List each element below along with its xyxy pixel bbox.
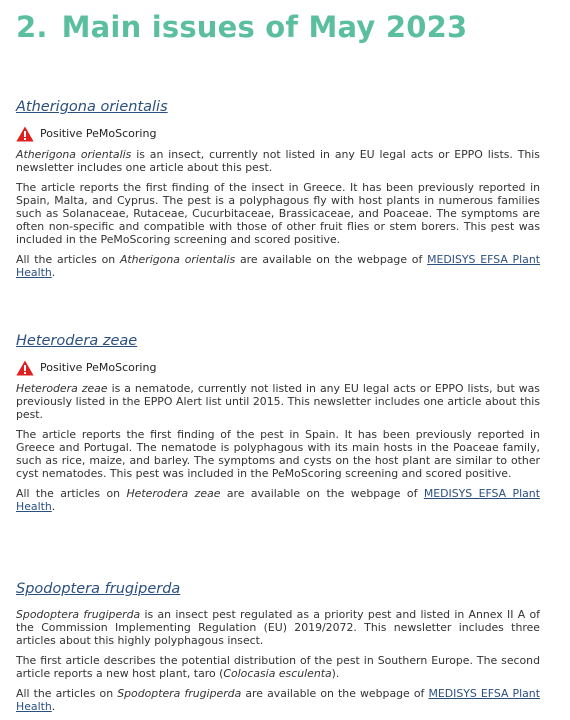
warning-triangle-icon [16,360,34,376]
pest-articles: All the articles on Heterodera zeae are available on the webpage of MEDISYS EFSA Plant Health. [16,487,540,513]
scoring-row [16,126,540,142]
species-name: Spodoptera frugiperda [117,687,242,700]
pest-section-heterodera [16,332,540,520]
medisys-link[interactable]: MEDISYS EFSA Plant Health [16,687,540,713]
medisys-link[interactable]: MEDISYS EFSA Plant Health [16,487,540,513]
species-name: Atherigona orientalis [16,148,132,161]
scoring-row [16,360,540,376]
pest-title[interactable]: Heterodera zeae [16,333,138,349]
species-name: Atherigona orientalis [119,253,236,266]
pest-details: The article reports the first finding of the pest in Spain. It has been previously reported in Greece and Portugal. The nematode is polyphagous with its main hosts in the Poaceae family, such as rice, maize, and barley. The symptoms and cysts on the host plant are similar to other cyst nematodes. This pest was included in the PeMoScoring screening and scored positive. [16,428,540,480]
species-name: Spodoptera frugiperda [16,608,141,621]
pest-intro: Heterodera zeae is a nematode, currently not listed in any EU legal acts or EPPO lists, but was previously listed in the EPPO Alert list until 2015. This newsletter includes one article about this pest. [16,382,540,421]
species-name: Heterodera zeae [16,382,108,395]
scoring-label: Positive PeMoScoring [40,127,157,140]
page-title [16,10,467,44]
section-title: Main issues of May 2023 [61,10,468,44]
species-name: Heterodera zeae [126,487,221,500]
pest-section-spodoptera [16,580,540,720]
pest-section-atherigona [16,98,540,286]
pest-title[interactable]: Atherigona orientalis [16,99,168,115]
pest-intro: Atherigona orientalis is an insect, currently not listed in any EU legal acts or EPPO lists. This newsletter includes one article about this pest. [16,148,540,174]
medisys-link[interactable]: MEDISYS EFSA Plant Health [16,253,540,279]
scoring-label: Positive PeMoScoring [40,361,157,374]
pest-details: The article reports the first finding of the insect in Greece. It has been previously reported in Spain, Malta, and Cyprus. The pest is a polyphagous fly with host plants in numerous families such as Solanaceae, Rutaceae, Cucurbitaceae, Brassicaceae, and Poaceae. The symptoms are often non-specific and compatible with those of other fruit flies or stem borers. This pest was included in the PeMoScoring screening and scored positive. [16,181,540,246]
pest-articles: All the articles on Spodoptera frugiperda are available on the webpage of MEDISYS EFSA Plant Health. [16,687,540,713]
pest-details: The first article describes the potential distribution of the pest in Southern Europe. The second article reports a new host plant, taro (Colocasia esculenta). [16,654,540,680]
pest-articles: All the articles on Atherigona orientalis are available on the webpage of MEDISYS EFSA Plant Health. [16,253,540,279]
section-number: 2. [16,10,48,44]
pest-title[interactable]: Spodoptera frugiperda [16,581,181,597]
warning-triangle-icon [16,126,34,142]
species-name: Colocasia esculenta [223,667,332,680]
pest-intro: Spodoptera frugiperda is an insect pest regulated as a priority pest and listed in Annex II A of the Commission Implementing Regulation (EU) 2019/2072. This newsletter includes three articles about this highly polyphagous insect. [16,608,540,647]
